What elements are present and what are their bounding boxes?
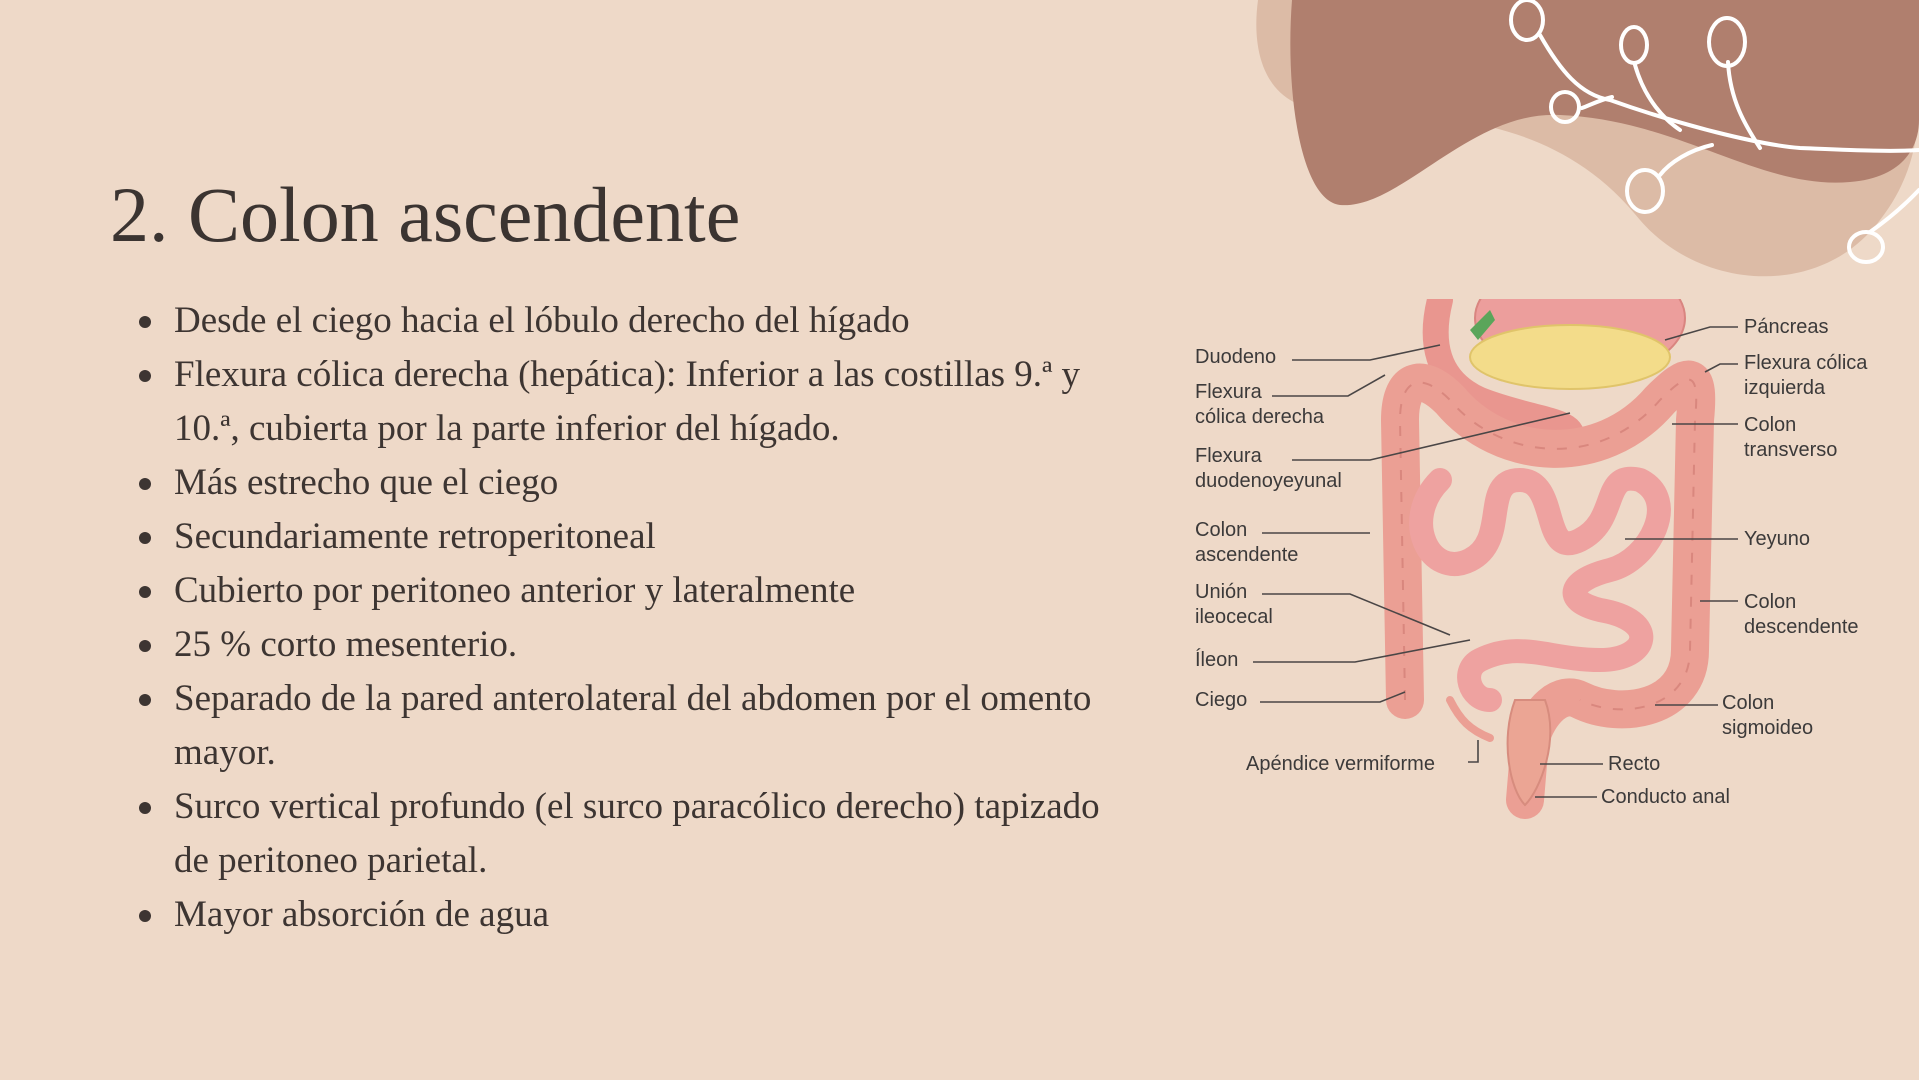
label-yeyuno: Yeyuno (1744, 528, 1810, 550)
bullet-item: Flexura cólica derecha (hepática): Inferior a las costillas 9.ª y 10.ª, cubierta por la parte inferior del hígado. (174, 348, 1134, 456)
bullet-item: Surco vertical profundo (el surco paracólico derecho) tapizado de peritoneo parietal. (174, 780, 1134, 888)
label-colon-descendente: Colon descendente (1744, 591, 1859, 638)
label-flexura-derecha: Flexura cólica derecha (1195, 381, 1324, 428)
small-intestine (1421, 479, 1659, 700)
bullet-item: Desde el ciego hacia el lóbulo derecho del hígado (174, 294, 1134, 348)
bullet-item: Secundariamente retroperitoneal (174, 510, 1134, 564)
label-flexura-izquierda: Flexura cólica izquierda (1744, 352, 1868, 399)
label-union-ileocecal: Unión ileocecal (1195, 581, 1273, 628)
label-ciego: Ciego (1195, 689, 1248, 711)
pancreas (1470, 325, 1670, 389)
bullet-item: Mayor absorción de agua (174, 888, 1134, 942)
label-duodeno: Duodeno (1195, 346, 1277, 368)
label-pancreas: Páncreas (1744, 316, 1829, 338)
label-ileon: Íleon (1195, 649, 1239, 671)
label-colon-transverso: Colon transverso (1744, 414, 1838, 461)
label-colon-sigmoideo: Colon sigmoideo (1722, 692, 1814, 739)
bullet-item: Cubierto por peritoneo anterior y lateralmente (174, 564, 1134, 618)
label-conducto-anal: Conducto anal (1601, 786, 1730, 808)
label-apendice: Apéndice vermiforme (1246, 753, 1435, 775)
label-flexura-duodenoyeyunal: Flexura duodenoyeyunal (1195, 445, 1342, 492)
label-recto: Recto (1608, 753, 1661, 775)
label-colon-ascendente: Colon ascendente (1195, 519, 1299, 566)
bullet-item: Más estrecho que el ciego (174, 456, 1134, 510)
slide-title: 2. Colon ascendente (110, 171, 741, 258)
bullet-item: Separado de la pared anterolateral del abdomen por el omento mayor. (174, 672, 1134, 780)
bullet-item: 25 % corto mesenterio. (174, 618, 1134, 672)
